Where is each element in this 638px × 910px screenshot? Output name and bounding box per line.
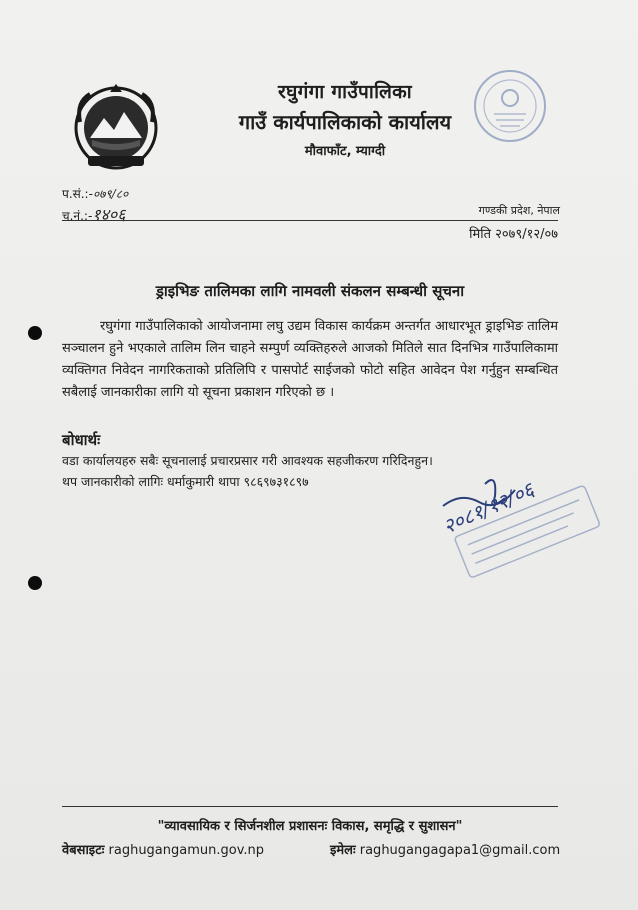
bodharth-title: बोधार्थः bbox=[62, 431, 101, 449]
punch-hole bbox=[28, 576, 42, 590]
province-label: गण्डकी प्रदेश, नेपाल bbox=[478, 204, 560, 217]
footer-motto: "व्यावसायिक र सिर्जनशील प्रशासनः विकास, समृद्धि र सुशासन" bbox=[157, 819, 463, 834]
punch-hole bbox=[28, 326, 42, 340]
website-label: वेबसाइटः bbox=[62, 843, 105, 858]
email-info bbox=[330, 840, 560, 858]
ps-label: प.सं.:- bbox=[62, 187, 93, 201]
office-header bbox=[200, 78, 490, 159]
footer-divider bbox=[62, 806, 558, 807]
letter-date: मिति २०७९/१२/०७ bbox=[469, 227, 558, 242]
email-link[interactable]: raghugangagapa1@gmail.com bbox=[359, 843, 561, 858]
website-info bbox=[62, 840, 264, 858]
signature-date: २०८१/१२/०६ bbox=[439, 477, 538, 539]
email-label: इमेलः bbox=[330, 843, 356, 858]
website-link[interactable]: raghugangamun.gov.np bbox=[108, 843, 265, 858]
notice-body: रघुगंगा गाउँपालिकाको आयोजनामा लघु उद्यम विकास कार्यक्रम अन्तर्गत आधारभूत ड्राइभिङ तालिम सञ्चालन हुने भएकाले तालिम लिन चाहने सम्पुर्ण व्यक्तिहरुले आजको मितिले सात दिनभित्र गाउँपालिकामा व्यक्तिगत निवेदन नागरिकताको प्रतिलिपि र पासपोर्ट साईजको फोटो सहित आवेदन पेश गर्नुहुन सम्बन्धित सबैलाई जानकारीका लागि यो सूचना प्रकाशन गरिएको छ । bbox=[62, 319, 558, 400]
municipality-name: रघुगंगा गाउँपालिका bbox=[278, 81, 412, 103]
notice-subject: ड्राइभिङ तालिमका लागि नामवली संकलन सम्बन्धी सूचना bbox=[155, 282, 465, 300]
ps-value: ०७९/८० bbox=[92, 187, 129, 201]
header-divider bbox=[62, 220, 558, 221]
cn-value: १४०६ bbox=[92, 205, 126, 224]
bodharth-line-2: थप जानकारीको लागिः धर्माकुमारी थापा ९८६९७३१८९७ bbox=[62, 474, 309, 489]
signature-stamp-icon bbox=[425, 462, 615, 592]
cn-label: च.नं.:- bbox=[62, 209, 93, 223]
office-seal-icon bbox=[470, 66, 550, 146]
dispatch-number bbox=[62, 203, 126, 225]
bodharth-line-1: वडा कार्यालयहरु सबैः सूचनालाई प्रचारप्रसार गरी आवश्यक सहजीकरण गरिदिनहुन। bbox=[62, 453, 433, 468]
reference-number bbox=[62, 185, 128, 202]
office-address: मौवाफाँट, म्याग्दी bbox=[304, 144, 386, 159]
nepal-emblem-icon bbox=[70, 82, 162, 174]
office-name: गाउँ कार्यपालिकाको कार्यालय bbox=[238, 110, 452, 134]
